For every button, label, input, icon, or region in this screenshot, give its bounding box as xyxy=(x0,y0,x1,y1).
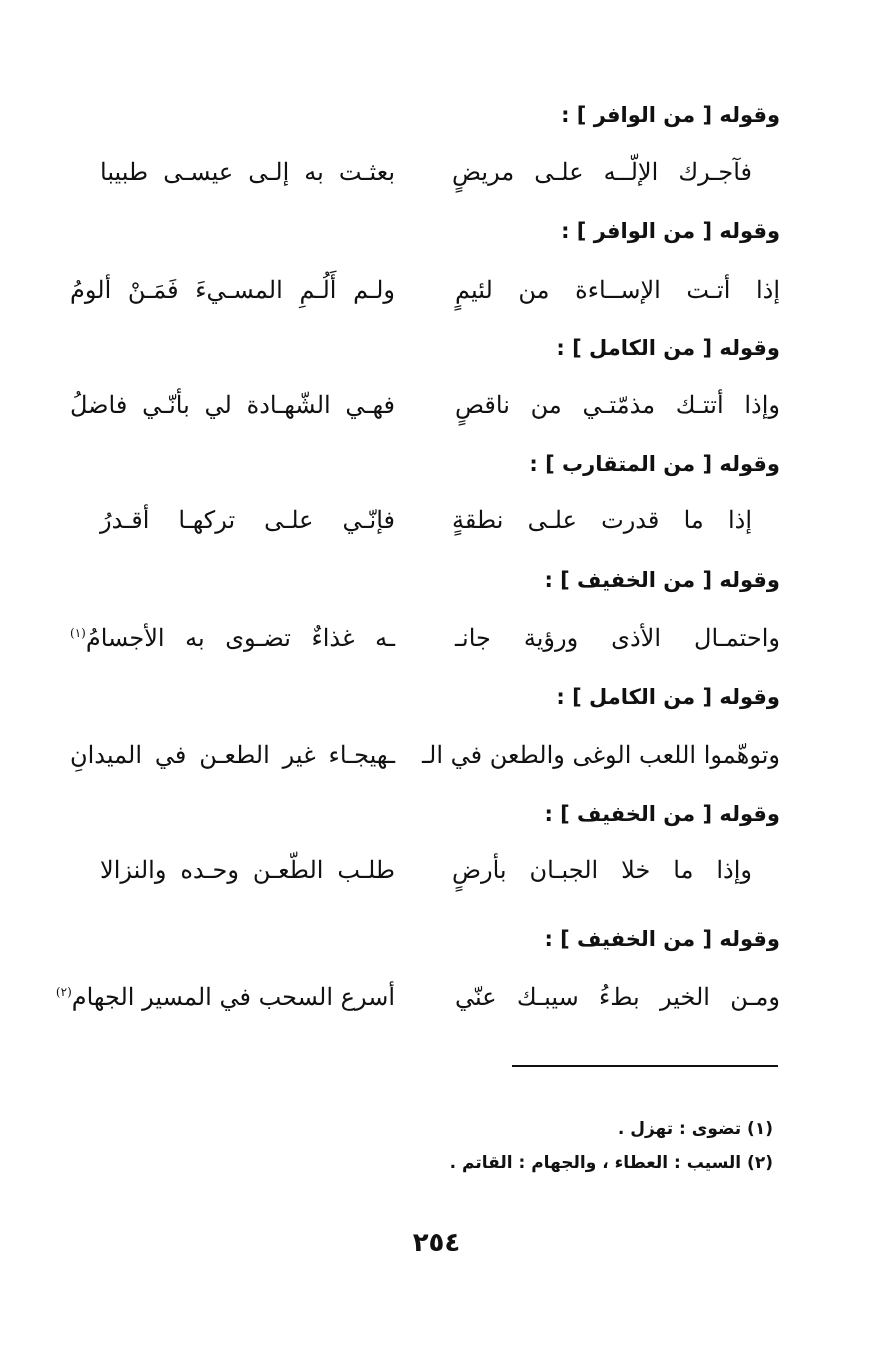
first-hemistich: ومـن الخير بطءُ سيبـك عنّي xyxy=(455,983,780,1011)
footnote-marker: (١) xyxy=(70,626,86,640)
verse-introduction: وقوله [ من الكامل ] : xyxy=(556,336,780,360)
poem-verse xyxy=(55,977,780,1017)
footnote-divider xyxy=(512,1065,778,1067)
verse-introduction: وقوله [ من المتقارب ] : xyxy=(529,452,780,476)
second-hemistich: ولـم أَلُـمِ المسـيءَ فَمَـنْ ألومُ xyxy=(70,276,395,304)
poem-entry xyxy=(70,100,780,130)
footnotes xyxy=(273,1112,773,1180)
footnote-marker: (٢) xyxy=(55,985,72,999)
poem-verse xyxy=(70,385,780,425)
second-hemistich: ـهيجـاء غير الطعـن في الميدانِ xyxy=(70,741,395,769)
second-hemistich: فهـي الشّهـادة لي بأنّـي فاضلُ xyxy=(70,391,395,419)
poem-entry xyxy=(70,216,780,246)
second-hemistich xyxy=(70,618,395,658)
poem-entry xyxy=(70,449,780,479)
first-hemistich: وتوهّموا اللعب الوغى والطعن في الـ xyxy=(421,741,780,769)
second-hemistich-text: أسرع السحب في المسير الجهام xyxy=(71,983,395,1011)
verse-introduction: وقوله [ من الوافر ] : xyxy=(561,103,780,127)
page-number: ٢٥٤ xyxy=(412,1228,461,1258)
footnote: (١) تضوى : تهزل . xyxy=(617,1119,773,1139)
poem-verse xyxy=(70,270,780,310)
first-hemistich: وإذا أتتـك مذمّتـي من ناقصٍ xyxy=(455,391,780,419)
verse-introduction: وقوله [ من الوافر ] : xyxy=(561,219,780,243)
verse-introduction: وقوله [ من الخفيف ] : xyxy=(544,927,780,951)
poem-verse xyxy=(70,500,780,540)
first-hemistich: وإذا ما خلا الجبـان بأرضٍ xyxy=(452,856,752,884)
poem-entry xyxy=(70,565,780,595)
poem-verse xyxy=(70,152,780,192)
poem-entry xyxy=(70,924,780,954)
second-hemistich: طلـب الطّعـن وحـده والنزالا xyxy=(100,856,395,884)
second-hemistich-text: ـه غذاءٌ تضـوى به الأجسامُ xyxy=(85,624,395,652)
second-hemistich: فإنّـي علـى تركهـا أقـدرُ xyxy=(100,506,395,534)
poem-entry xyxy=(70,799,780,829)
verse-introduction: وقوله [ من الخفيف ] : xyxy=(544,802,780,826)
first-hemistich: إذا أتـت الإســاءة من لئيمٍ xyxy=(455,276,780,304)
first-hemistich: إذا ما قدرت علـى نطقةٍ xyxy=(452,506,752,534)
verse-introduction: وقوله [ من الخفيف ] : xyxy=(544,568,780,592)
second-hemistich xyxy=(55,977,395,1017)
poem-verse xyxy=(70,735,780,775)
second-hemistich: بعثـت به إلـى عيسـى طبيبا xyxy=(100,158,395,186)
verse-introduction: وقوله [ من الكامل ] : xyxy=(556,685,780,709)
footnote: (٢) السيب : العطاء ، والجهام : القاتم . xyxy=(449,1153,773,1173)
first-hemistich: فآجـرك الإلّــه علـى مريضٍ xyxy=(452,158,752,186)
poem-verse xyxy=(70,850,780,890)
first-hemistich: واحتمـال الأذى ورؤية جانـ xyxy=(455,624,780,652)
poem-entry xyxy=(70,682,780,712)
poem-entry xyxy=(70,333,780,363)
poem-verse xyxy=(70,618,780,658)
